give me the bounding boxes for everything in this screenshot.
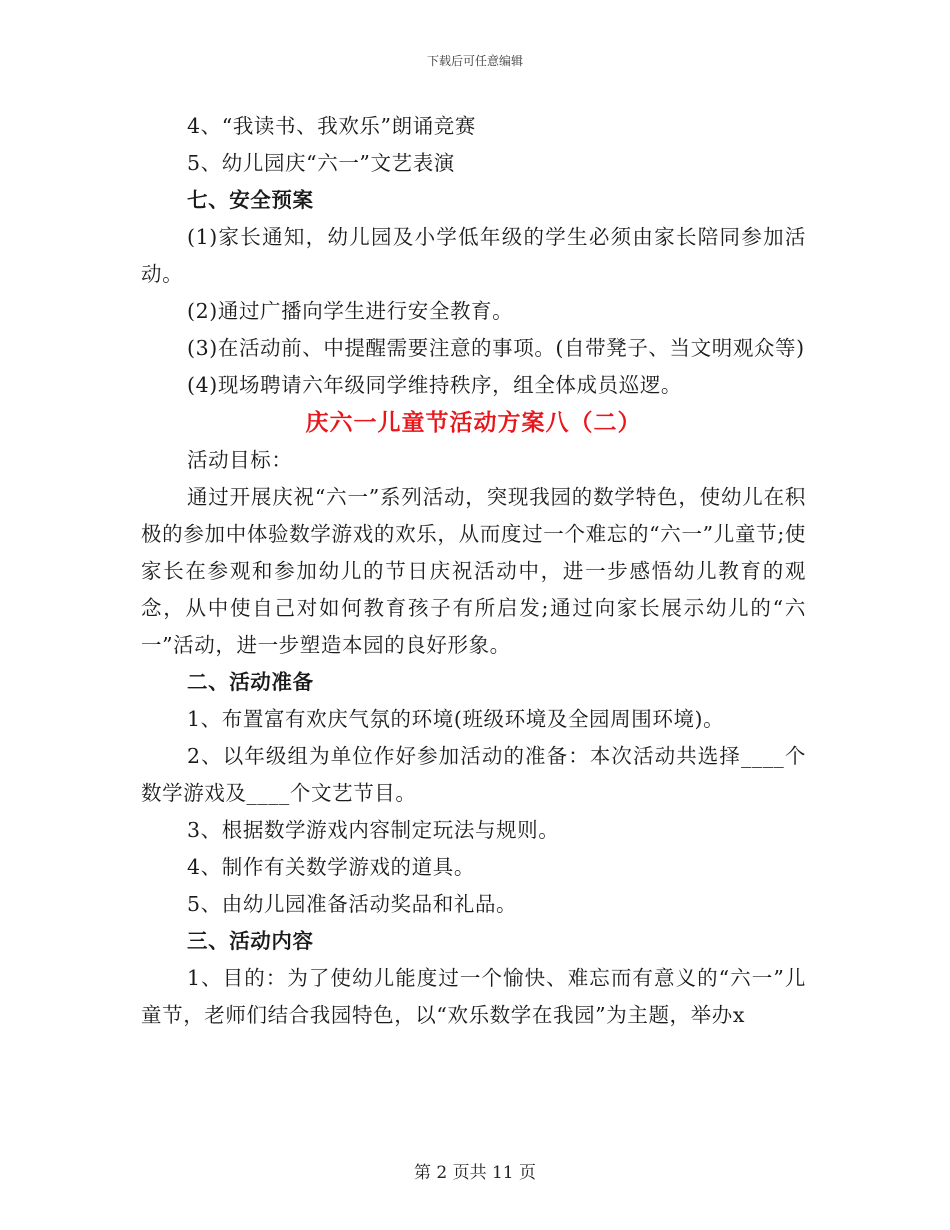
section-heading: 三、活动内容 (187, 929, 314, 953)
paragraph: 活动目标： (187, 448, 293, 472)
paragraph: 1、目的：为了使幼儿能度过一个愉快、难忘而有意义的“六一”儿童节，老师们结合我园特色，以“欢乐数学在我园”为主题，举办x (141, 966, 806, 1027)
list-item: (1)家长通知，幼儿园及小学低年级的学生必须由家长陪同参加活动。 (141, 225, 806, 286)
list-item: 2、以年级组为单位作好参加活动的准备：本次活动共选择____个数学游戏及____个文艺节目。 (141, 744, 806, 805)
page-footer: 第 2 页共 11 页 (413, 1163, 537, 1183)
header-note: 下载后可任意编辑 (426, 54, 523, 68)
list-item: 3、根据数学游戏内容制定玩法与规则。 (187, 818, 560, 842)
list-item: 5、幼儿园庆“六一”文艺表演 (187, 151, 455, 175)
document-body (141, 108, 806, 1034)
list-item: 4、制作有关数学游戏的道具。 (187, 855, 475, 879)
list-item: (4)现场聘请六年级同学维持秩序，组全体成员巡逻。 (187, 373, 683, 397)
list-item: 1、布置富有欢庆气氛的环境(班级环境及全园周围环境)。 (187, 707, 725, 731)
list-item: 5、由幼儿园准备活动奖品和礼品。 (187, 892, 518, 916)
paragraph: 通过开展庆祝“六一”系列活动，突现我园的数学特色，使幼儿在积极的参加中体验数学游戏的欢乐，从而度过一个难忘的“六一”儿童节;使家长在参观和参加幼儿的节日庆祝活动中，进一步感悟幼儿教育的观念，从中使自己对如何教育孩子有所启发;通过向家长展示幼儿的“六一”活动，进一步塑造本园的良好形象。 (141, 485, 806, 657)
section-heading: 二、活动准备 (187, 670, 314, 694)
document-title: 庆六一儿童节活动方案八（二） (305, 409, 642, 436)
section-heading: 七、安全预案 (187, 188, 314, 212)
list-item: (2)通过广播向学生进行安全教育。 (187, 299, 514, 323)
list-item: 4、“我读书、我欢乐”朗诵竞赛 (187, 114, 477, 138)
list-item: (3)在活动前、中提醒需要注意的事项。(自带凳子、当文明观众等) (187, 336, 805, 360)
